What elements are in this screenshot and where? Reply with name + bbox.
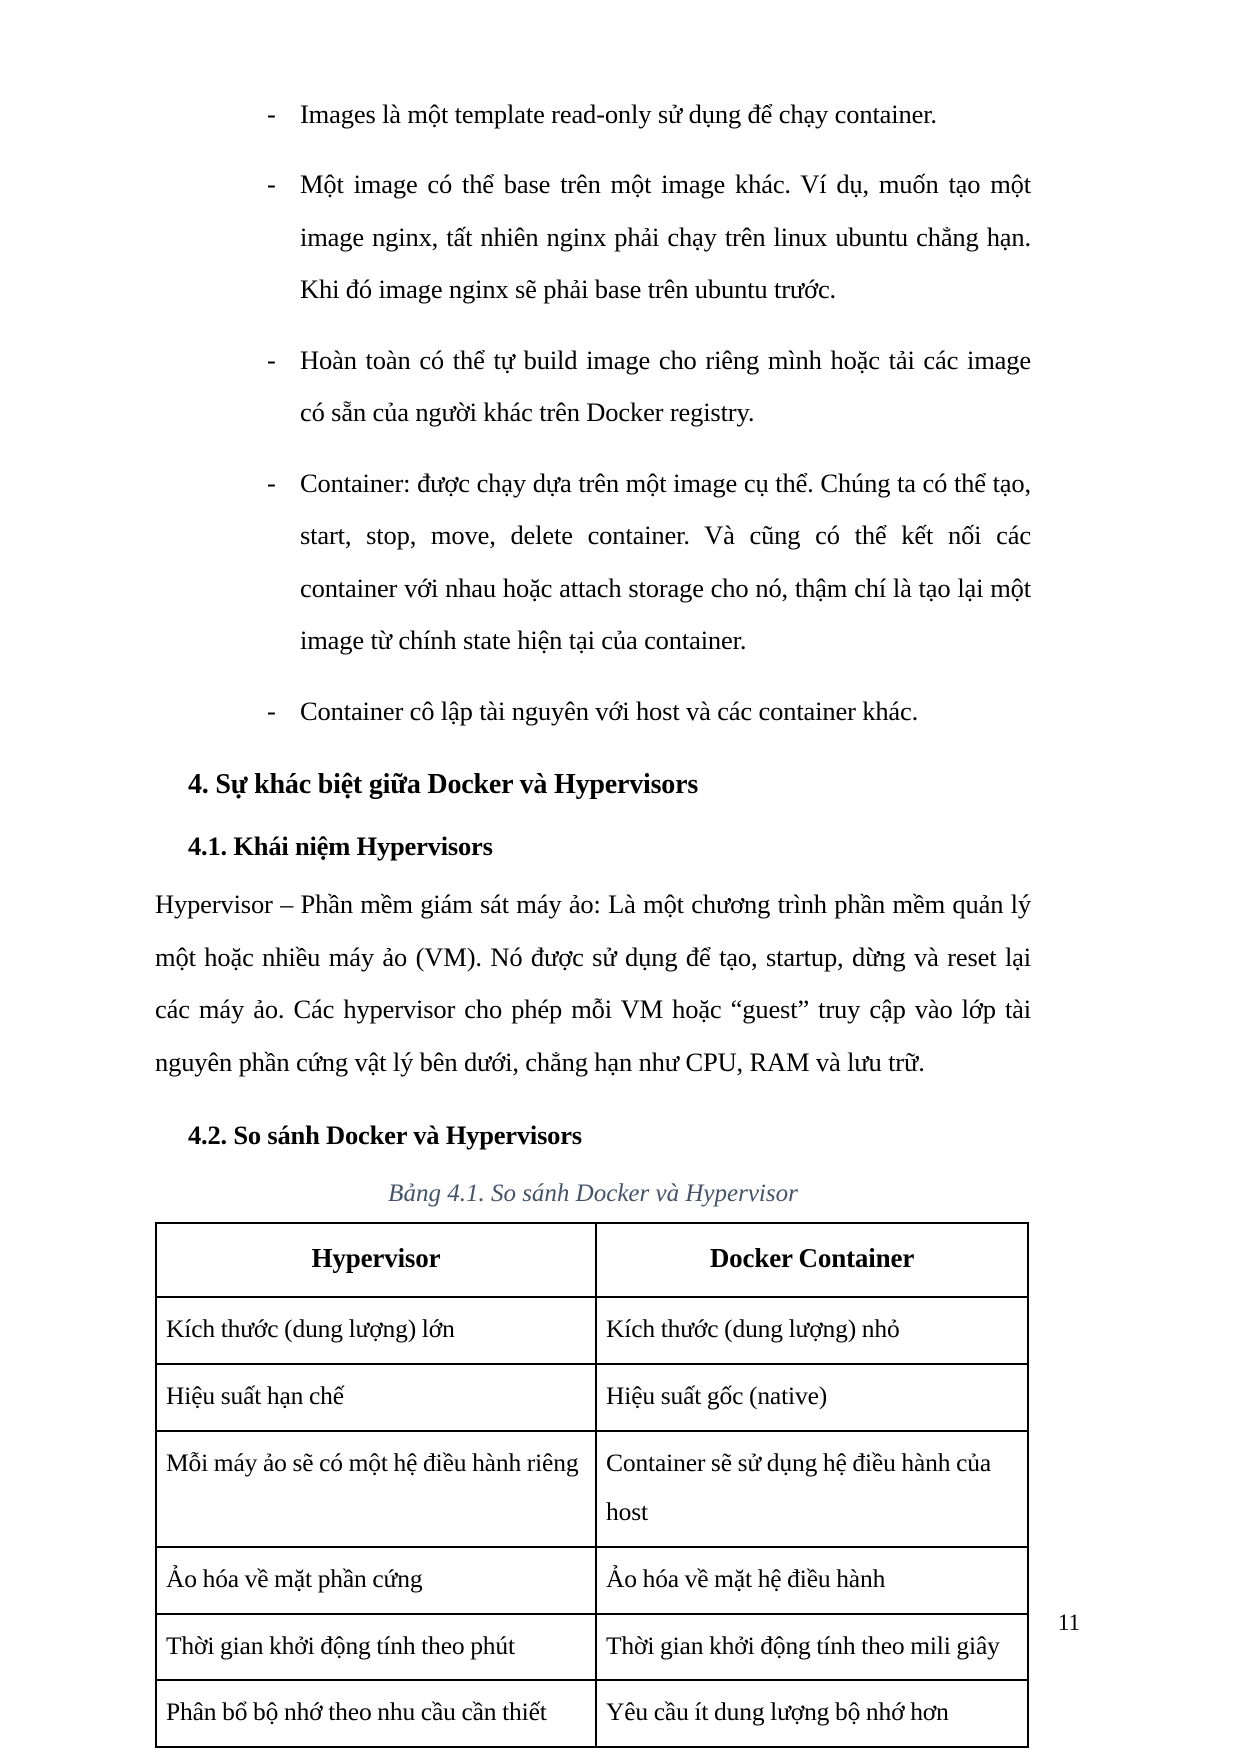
- column-header-docker-container: Docker Container: [596, 1223, 1028, 1297]
- bullet-marker-icon: -: [267, 467, 276, 498]
- comparison-table: [155, 1222, 1029, 1749]
- list-item: [155, 685, 1031, 737]
- table-row: [156, 1431, 1028, 1547]
- section-heading-4: 4. Sự khác biệt giữa Docker và Hypervisors: [188, 769, 699, 801]
- table-row: [156, 1364, 1028, 1431]
- table-body: [156, 1297, 1028, 1748]
- bullet-marker-icon: -: [267, 344, 276, 375]
- table-header: [156, 1223, 1028, 1297]
- table-caption: Bảng 4.1. So sánh Docker và Hypervisor: [388, 1179, 798, 1207]
- list-item-text: Container cô lập tài nguyên với host và các container khác.: [300, 695, 919, 726]
- table-row: [156, 1297, 1028, 1364]
- table-row: [156, 1614, 1028, 1681]
- table-cell-hypervisor: Kích thước (dung lượng) lớn: [156, 1297, 596, 1364]
- section-heading-4-1: 4.1. Khái niệm Hypervisors: [188, 830, 493, 861]
- bullet-marker-icon: -: [267, 99, 276, 129]
- page-content: [155, 88, 1031, 1748]
- table-cell-hypervisor: Mỗi máy ảo sẽ có một hệ điều hành riêng: [156, 1431, 596, 1547]
- table-cell-hypervisor: Phân bổ bộ nhớ theo nhu cầu cần thiết: [156, 1680, 596, 1747]
- table-cell-docker: Thời gian khởi động tính theo mili giây: [596, 1614, 1028, 1681]
- section-heading-4-2: 4.2. So sánh Docker và Hypervisors: [188, 1120, 582, 1151]
- list-item-text: Hoàn toàn có thể tự build image cho riêng mình hoặc tải các image có sẵn của người khác trên Docker registry.: [300, 344, 1031, 428]
- list-item: [155, 158, 1031, 315]
- table-cell-docker: Container sẽ sử dụng hệ điều hành của host: [596, 1431, 1028, 1547]
- table-row: [156, 1680, 1028, 1747]
- list-item: [155, 88, 1031, 140]
- list-item-text: Container: được chạy dựa trên một image cụ thể. Chúng ta có thể tạo, start, stop, move, delete container. Và cũng có thể kết nối các container với nhau hoặc attach storage cho nó, thậm chí là tạo lại một image từ chính state hiện tại của container.: [300, 467, 1031, 656]
- list-item: [155, 334, 1031, 439]
- table-cell-docker: Kích thước (dung lượng) nhỏ: [596, 1297, 1028, 1364]
- bullet-marker-icon: -: [267, 169, 276, 200]
- list-item-text: Một image có thể base trên một image khác. Ví dụ, muốn tạo một image nginx, tất nhiên nginx phải chạy trên linux ubuntu chẳng hạn. Khi đó image nginx sẽ phải base trên ubuntu trước.: [300, 169, 1031, 305]
- table-cell-docker: Hiệu suất gốc (native): [596, 1364, 1028, 1431]
- hypervisor-definition-paragraph: Hypervisor – Phần mềm giám sát máy ảo: Là một chương trình phần mềm quản lý một hoặc nhiều máy ảo (VM). Nó được sử dụng để tạo, startup, dừng và reset lại các máy ảo. Các hypervisor cho phép mỗi VM hoặc “guest” truy cập vào lớp tài nguyên phần cứng vật lý bên dưới, chẳng hạn như CPU, RAM và lưu trữ.: [155, 889, 1031, 1077]
- table-cell-hypervisor: Thời gian khởi động tính theo phút: [156, 1614, 596, 1681]
- table-row: [156, 1547, 1028, 1614]
- column-header-hypervisor: Hypervisor: [156, 1223, 596, 1297]
- table-cell-docker: Ảo hóa về mặt hệ điều hành: [596, 1547, 1028, 1614]
- list-item-text: Images là một template read-only sử dụng để chạy container.: [300, 99, 937, 129]
- table-header-row: [156, 1223, 1028, 1297]
- table-cell-hypervisor: Hiệu suất hạn chế: [156, 1364, 596, 1431]
- list-item: [155, 457, 1031, 667]
- docker-concepts-bullet-list: [155, 88, 1031, 737]
- page-number: 11: [1057, 1610, 1080, 1635]
- table-cell-hypervisor: Ảo hóa về mặt phần cứng: [156, 1547, 596, 1614]
- bullet-marker-icon: -: [267, 695, 276, 726]
- table-cell-docker: Yêu cầu ít dung lượng bộ nhớ hơn: [596, 1680, 1028, 1747]
